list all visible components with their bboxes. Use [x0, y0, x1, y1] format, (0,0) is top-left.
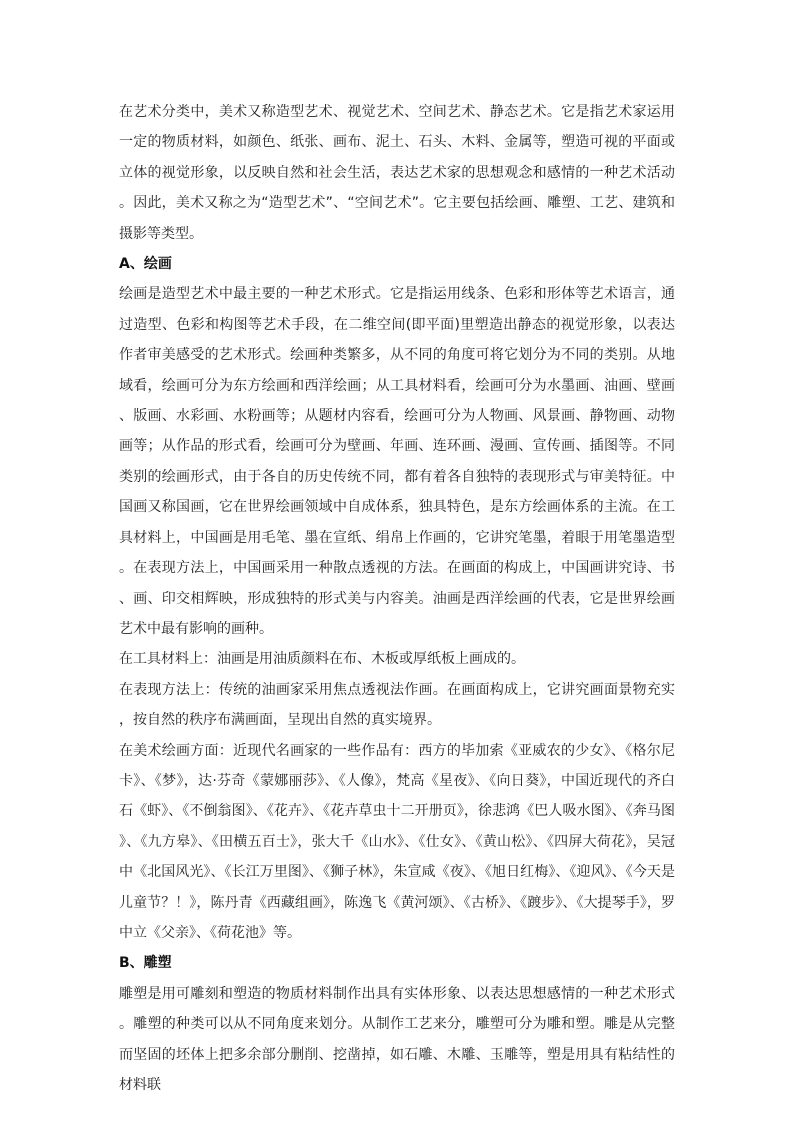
famous-works-paragraph: 在美术绘画方面：近现代名画家的一些作品有：西方的毕加索《亚威农的少女》、《格尔尼卡》、《梦》，达·芬奇《蒙娜丽莎》、《人像》，梵高《星夜》、《向日葵》，中国近现代的齐白石《虾》、《不倒翁图》、《花卉》、《花卉草虫十二开册页》，徐悲鸿《巴人吸水图》、《奔马图》、《九方皋》、《田横五百士》，张大千《山水》、《仕女》、《黄山松》、《四屏大荷花》，吴冠中《北国风光》、《长江万里图》、《狮子林》，朱宣咸《夜》、《旭日红梅》、《迎风》、《今天是儿童节？！》，陈丹青《西藏组画》，陈逸飞《黄河颂》、《古桥》、《踱步》、《大提琴手》，罗中立《父亲》、《荷花池》等。 [119, 742, 675, 941]
painting-paragraph: 绘画是造型艺术中最主要的一种艺术形式。它是指运用线条、色彩和形体等艺术语言，通过造型、色彩和构图等艺术手段，在二维空间(即平面)里塑造出静态的视觉形象，以表达作者审美感受的艺术形式。绘画种类繁多，从不同的角度可将它划分为不同的类别。从地域看，绘画可分为东方绘画和西洋绘画；从工具材料看，绘画可分为水墨画、油画、壁画、版画、水彩画、水粉画等；从题材内容看，绘画可分为人物画、风景画、静物画、动物画等；从作品的形式看，绘画可分为壁画、年画、连环画、漫画、宣传画、插图等。不同类别的绘画形式，由于各自的历史传统不同，都有着各自独特的表现形式与审美特征。中国画又称国画，它在世界绘画领域中自成体系，独具特色，是东方绘画体系的主流。在工具材料上，中国画是用毛笔、墨在宣纸、绢帛上作画的，它讲究笔墨，着眼于用笔墨造型。在表现方法上，中国画采用一种散点透视的方法。在画面的构成上，中国画讲究诗、书、画、印交相辉映，形成独特的形式美与内容美。油画是西洋绘画的代表，它是世界绘画艺术中最有影响的画种。 [119, 286, 675, 637]
oil-materials-paragraph: 在工具材料上：油画是用油质颜料在布、木板或厚纸板上画成的。 [119, 651, 525, 668]
sculpture-paragraph: 雕塑是用可雕刻和塑造的物质材料制作出具有实体形象、以表达思想感情的一种艺术形式。雕塑的种类可以从不同角度来划分。从制作工艺来分，雕塑可分为雕和塑。雕是从完整而坚固的坯体上把多余部分删削、挖凿掉，如石雕、木雕、玉雕等，塑是用具有粘结性的材料联 [119, 985, 675, 1093]
section-heading-painting: A、绘画 [119, 256, 172, 273]
section-heading-sculpture: B、雕塑 [119, 955, 172, 972]
oil-methods-paragraph: 在表现方法上：传统的油画家采用焦点透视法作画。在画面构成上，它讲究画面景物充实，按自然的秩序布满画面，呈现出自然的真实境界。 [119, 681, 675, 729]
intro-paragraph: 在艺术分类中，美术又称造型艺术、视觉艺术、空间艺术、静态艺术。它是指艺术家运用一定的物质材料，如颜色、纸张、画布、泥土、石头、木料、金属等，塑造可视的平面或立体的视觉形象，以反映自然和社会生活，表达艺术家的思想观念和感情的一种艺术活动。因此，美术又称之为“造型艺术”、“空间艺术”。它主要包括绘画、雕塑、工艺、建筑和摄影等类型。 [119, 104, 675, 242]
document-page [119, 97, 675, 1100]
